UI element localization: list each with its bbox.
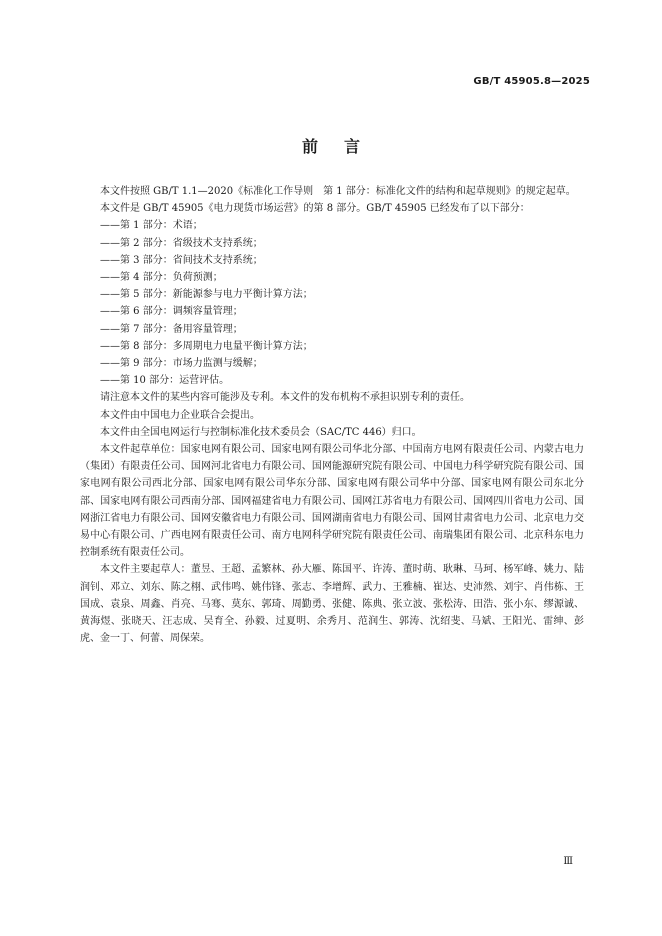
list-item: ——第 7 部分：备用容量管理； bbox=[100, 323, 243, 335]
list-item: ——第 4 部分：负荷预测； bbox=[100, 272, 223, 284]
patent-notice: 请注意本文件的某些内容可能涉及专利。本文件的发布机构不承担识别专利的责任。 bbox=[100, 392, 470, 404]
list-item: ——第 9 部分：市场力监测与缓解； bbox=[100, 358, 263, 370]
paragraph: 本文件按照 GB/T 1.1—2020《标准化工作导则 第 1 部分：标准化文件的结构和起草规则》的规定起草。 bbox=[100, 186, 576, 197]
list-item: ——第 2 部分：省级技术支持系统； bbox=[100, 237, 263, 249]
list-item: ——第 6 部分：调频容量管理； bbox=[100, 306, 243, 318]
list-item: ——第 3 部分：省间技术支持系统； bbox=[100, 254, 263, 266]
drafting-organizations: 本文件起草单位：国家电网有限公司、国家电网有限公司华北分部、中国南方电网有限责任公司、内蒙古电力（集团）有限责任公司、国网河北省电力有限公司、国网能源研究院有限公司、中国电力科学研究院有限公司、国家电网有限公司西北分部、国家电网有限公司华东分部、国家电网有限公司华中分部、国家电网有限公司东北分部、国家电网有限公司西南分部、国网福建省电力有限公司、国网江苏省电力有限公司、国网四川省电力公司、国网浙江省电力有限公司、国网安徽省电力有限公司、国网湖南省电力有限公司、国网甘肃省电力公司、北京电力交易中心有限公司、广西电网有限责任公司、南方电网科学研究院有限责任公司、南瑞集团有限公司、北京科东电力控制系统有限责任公司。 bbox=[80, 444, 584, 559]
page-title: 前言 bbox=[301, 137, 386, 156]
parts-list bbox=[80, 217, 584, 389]
committee-statement: 本文件由全国电网运行与控制标准化技术委员会（SAC/TC 446）归口。 bbox=[100, 426, 422, 438]
list-item: ——第 1 部分：术语； bbox=[100, 220, 203, 232]
list-item: ——第 10 部分：运营评估。 bbox=[100, 375, 230, 387]
list-item: ——第 8 部分：多周期电力电量平衡计算方法； bbox=[100, 340, 313, 352]
proposer-statement: 本文件由中国电力企业联合会提出。 bbox=[100, 409, 260, 421]
drafters-list: 本文件主要起草人：董昱、王超、孟繁林、孙大雁、陈国平、许涛、董时萌、耿琳、马珂、杨军峰、姚力、陆润钊、邓立、刘东、陈之栩、武伟鸣、姚伟锋、张志、李增辉、武力、王雅楠、崔达、史沛然、刘宇、肖伟栋、王国成、袁泉、周鑫、肖亮、马骞、莫东、郭琦、周勤勇、张健、陈典、张立波、张松涛、田浩、张小东、缪源诚、黄海煜、张晓天、汪志成、吴育全、孙毅、过夏明、余秀月、范润生、郭涛、沈绍斐、马斌、王阳光、雷绅、彭虎、金一丁、何蕾、周保荣。 bbox=[80, 564, 584, 645]
list-item: ——第 5 部分：新能源参与电力平衡计算方法； bbox=[100, 289, 313, 301]
page-number: Ⅲ bbox=[563, 856, 573, 867]
standard-number: GB/T 45905.8—2025 bbox=[473, 76, 590, 87]
document-body bbox=[80, 183, 584, 647]
paragraph: 本文件是 GB/T 45905《电力现货市场运营》的第 8 部分。GB/T 45905 已经发布了以下部分： bbox=[100, 203, 530, 215]
